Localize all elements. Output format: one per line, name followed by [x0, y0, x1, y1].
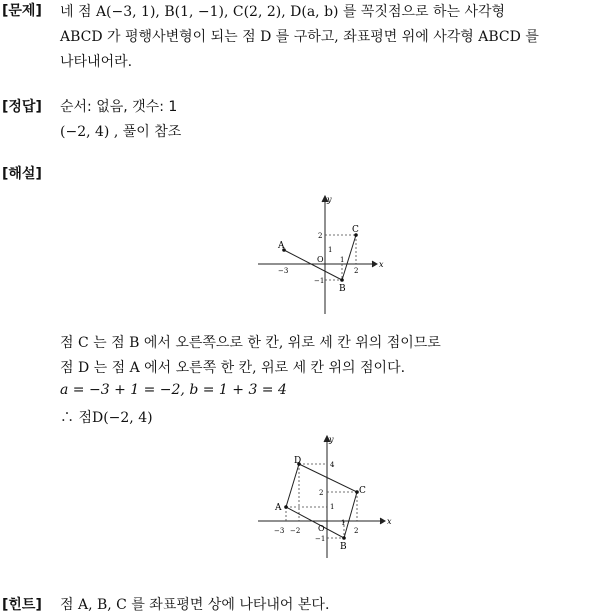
graph2-tick-y-neg: −1 — [315, 535, 326, 543]
graph1-tick-x-one: 1 — [340, 256, 345, 264]
problem-line-1: 네 점 A(−3, 1), B(1, −1), C(2, 2), D(a, b) 를 꼭짓점으로 하는 사각형 — [60, 4, 506, 20]
graph2-tick-x-pos: 2 — [354, 527, 359, 535]
answer-line-2: (−2, 4) , 풀이 참조 — [60, 124, 182, 140]
graph1-label-b: B — [339, 284, 346, 294]
graph2-tick-y-four: 4 — [330, 461, 335, 469]
graph2-tick-x-one: 1 — [341, 519, 346, 527]
graph2-tick-y-pos: 2 — [319, 489, 324, 497]
graph2-axis-x-label: x — [387, 517, 392, 526]
problem-tag: [문제] — [2, 3, 42, 19]
graph2-point-b — [342, 536, 346, 540]
graph1-label-a: A — [278, 241, 285, 251]
answer-line-1: 순서: 없음, 갯수: 1 — [60, 99, 178, 115]
answer-tag: [정답] — [2, 99, 42, 115]
graph2-label-c: C — [359, 486, 366, 496]
hint-text: 점 A, B, C 를 좌표평면 상에 나타내어 본다. — [60, 597, 330, 613]
graph2-tick-x-neg2: −2 — [290, 527, 301, 535]
graph2-point-a — [284, 505, 288, 509]
graph2-tick-y-one: 1 — [330, 503, 335, 511]
solution-tag: [해설] — [2, 166, 42, 182]
graph2-axis-y-label: y — [329, 435, 334, 444]
hint-tag: [힌트] — [2, 597, 42, 613]
solution-line-3: a = −3 + 1 = −2, b = 1 + 3 = 4 — [60, 382, 287, 398]
graph1-tick-y-pos: 2 — [318, 232, 323, 240]
graph2-label-a: A — [275, 503, 282, 513]
graph1-tick-y-neg: −1 — [314, 277, 325, 285]
problem-line-3: 나타내어라. — [60, 54, 133, 70]
graph1-tick-y-one: 1 — [328, 246, 333, 254]
graph1-tick-x-pos: 2 — [354, 267, 359, 275]
graph2-label-d: D — [294, 456, 302, 466]
graph2-origin-label: O — [318, 524, 325, 533]
graph1-label-c: C — [352, 225, 359, 235]
problem-line-2: ABCD 가 평행사변형이 되는 점 D 를 구하고, 좌표평면 위에 사각형 ABCD 를 — [60, 29, 539, 45]
graph2-label-b: B — [340, 542, 347, 552]
graph1-point-b — [340, 278, 344, 282]
graph2-tick-x-neg3: −3 — [274, 527, 285, 535]
graph1-origin-label: O — [317, 255, 324, 264]
graph1-axis-x-label: x — [379, 260, 384, 269]
graph1-axis-y-label: y — [327, 195, 332, 204]
coordinate-graph-2 — [258, 432, 398, 562]
solution-line-4: ∴ 점D(−2, 4) — [60, 410, 153, 426]
solution-line-2: 점 D 는 점 A 에서 오른쪽 한 칸, 위로 세 칸 위의 점이다. — [60, 360, 406, 376]
graph1-tick-x-neg: −3 — [278, 267, 289, 275]
solution-line-1: 점 C 는 점 B 에서 오른쪽으로 한 칸, 위로 세 칸 위의 점이므로 — [60, 335, 441, 351]
coordinate-graph-1 — [258, 192, 388, 317]
